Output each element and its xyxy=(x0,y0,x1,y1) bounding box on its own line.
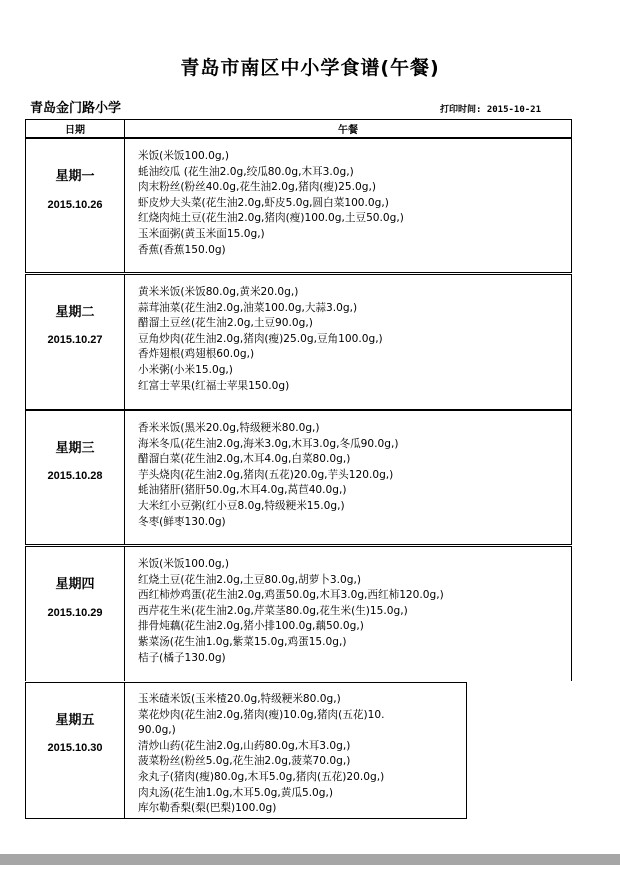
dish-item: 红烧土豆(花生油2.0g,土豆80.0g,胡萝卜3.0g,) xyxy=(138,573,361,586)
weekday-label: 星期五 xyxy=(55,713,95,728)
dish-item: 红烧肉炖土豆(花生油2.0g,猪肉(瘦)100.0g,土豆50.0g,) xyxy=(138,212,404,225)
dish-list xyxy=(138,421,398,530)
dish-item: 肉丸汤(花生油1.0g,木耳5.0g,黄瓜5.0g,) xyxy=(138,786,334,799)
day-block-wednesday xyxy=(25,410,572,545)
header-lunch-column: 午餐 xyxy=(338,125,358,136)
dish-item: 大米红小豆粥(红小豆8.0g,特级粳米15.0g,) xyxy=(138,499,345,512)
dish-list xyxy=(138,557,444,666)
dish-item: 海米冬瓜(花生油2.0g,海米3.0g,木耳3.0g,冬瓜90.0g,) xyxy=(138,437,399,450)
dish-list xyxy=(138,692,384,817)
weekday-label: 星期三 xyxy=(55,441,95,456)
day-block-friday xyxy=(25,682,467,819)
dish-item: 醋溜土豆丝(花生油2.0g,土豆90.0g,) xyxy=(138,317,313,330)
dish-item: 排骨炖藕(花生油2.0g,猪小排100.0g,藕50.0g,) xyxy=(138,620,364,633)
dish-item: 豆角炒肉(花生油2.0g,猪肉(瘦)25.0g,豆角100.0g,) xyxy=(138,332,383,345)
date-label: 2015.10.27 xyxy=(47,334,103,346)
table-header xyxy=(25,119,572,138)
dish-item: 蚝油猪肝(猪肝50.0g,木耳4.0g,莴苣40.0g,) xyxy=(138,484,347,497)
day-divider xyxy=(124,139,125,272)
school-name: 青岛金门路小学 xyxy=(30,101,122,116)
date-label: 2015.10.28 xyxy=(47,470,103,482)
day-block-tuesday xyxy=(25,274,572,410)
dish-item: 香炸翅根(鸡翅根60.0g,) xyxy=(138,348,255,361)
dish-item: 库尔勒香梨(梨(巴梨)100.0g) xyxy=(138,802,277,815)
dish-item: 米饭(米饭100.0g,) xyxy=(138,558,230,570)
date-label: 2015.10.30 xyxy=(47,742,103,754)
dish-item: 红富士苹果(红福士苹果150.0g) xyxy=(138,379,290,392)
dish-item: 蒜茸油菜(花生油2.0g,油菜100.0g,大蒜3.0g,) xyxy=(138,301,358,314)
dish-item: 蚝油绞瓜 (花生油2.0g,绞瓜80.0g,木耳3.0g,) xyxy=(138,165,354,178)
dish-item: 米饭(米饭100.0g,) xyxy=(138,150,230,162)
dish-item: 醋溜白菜(花生油2.0g,木耳4.0g,白菜80.0g,) xyxy=(138,453,351,466)
dish-item: 紫菜汤(花生油1.0g,紫菜15.0g,鸡蛋15.0g,) xyxy=(138,635,347,648)
dish-item: 香米米饭(黑米20.0g,特级粳米80.0g,) xyxy=(138,422,320,434)
dish-item: 玉米碴米饭(玉米楂20.0g,特级粳米80.0g,) xyxy=(138,693,341,705)
dish-item: 西芹花生米(花生油2.0g,芹菜茎80.0g,花生米(生)15.0g,) xyxy=(138,604,408,617)
dish-item: 90.0g,) xyxy=(138,724,176,737)
page-title: 青岛市南区中小学食谱(午餐) xyxy=(180,57,440,79)
day-divider xyxy=(124,411,125,544)
dish-item: 芋头烧肉(花生油2.0g,猪肉(五花)20.0g,芋头120.0g,) xyxy=(138,468,394,481)
bottom-gray-bar xyxy=(0,854,620,865)
day-divider xyxy=(124,275,125,409)
dish-item: 冬枣(鲜枣130.0g) xyxy=(138,515,226,528)
print-date: 打印时间: 2015-10-21 xyxy=(440,105,542,115)
dish-item: 香蕉(香蕉150.0g) xyxy=(138,243,226,256)
weekday-label: 星期二 xyxy=(55,305,95,320)
dish-item: 菠菜粉丝(粉丝5.0g,花生油2.0g,菠菜70.0g,) xyxy=(138,755,351,768)
dish-item: 肉末粉丝(粉丝40.0g,花生油2.0g,猪肉(瘦)25.0g,) xyxy=(138,181,376,194)
weekday-label: 星期四 xyxy=(55,577,95,592)
dish-item: 西红柿炒鸡蛋(花生油2.0g,鸡蛋50.0g,木耳3.0g,西红柿120.0g,) xyxy=(138,589,444,602)
dish-item: 虾皮炒大头菜(花生油2.0g,虾皮5.0g,圆白菜100.0g,) xyxy=(138,196,389,209)
day-block-monday xyxy=(25,138,572,273)
date-label: 2015.10.26 xyxy=(47,199,103,211)
day-block-thursday xyxy=(25,546,572,681)
weekday-label: 星期一 xyxy=(55,169,95,184)
date-label: 2015.10.29 xyxy=(47,607,103,619)
dish-item: 汆丸子(猪肉(瘦)80.0g,木耳5.0g,猪肉(五花)20.0g,) xyxy=(138,770,385,783)
dish-item: 桔子(橘子130.0g) xyxy=(138,651,226,664)
dish-item: 玉米面粥(黄玉米面15.0g,) xyxy=(138,227,265,240)
dish-item: 清炒山药(花生油2.0g,山药80.0g,木耳3.0g,) xyxy=(138,739,351,752)
dish-list xyxy=(138,285,383,394)
day-divider xyxy=(124,683,125,818)
dish-item: 黄米米饭(米饭80.0g,黄米20.0g,) xyxy=(138,286,299,298)
header-day-column: 日期 xyxy=(65,125,85,136)
dish-item: 菜花炒肉(花生油2.0g,猪肉(瘦)10.0g,猪肉(五花)10. xyxy=(138,708,385,721)
dish-item: 小米粥(小米15.0g,) xyxy=(138,363,233,376)
dish-list xyxy=(138,149,404,258)
day-divider xyxy=(124,547,125,681)
